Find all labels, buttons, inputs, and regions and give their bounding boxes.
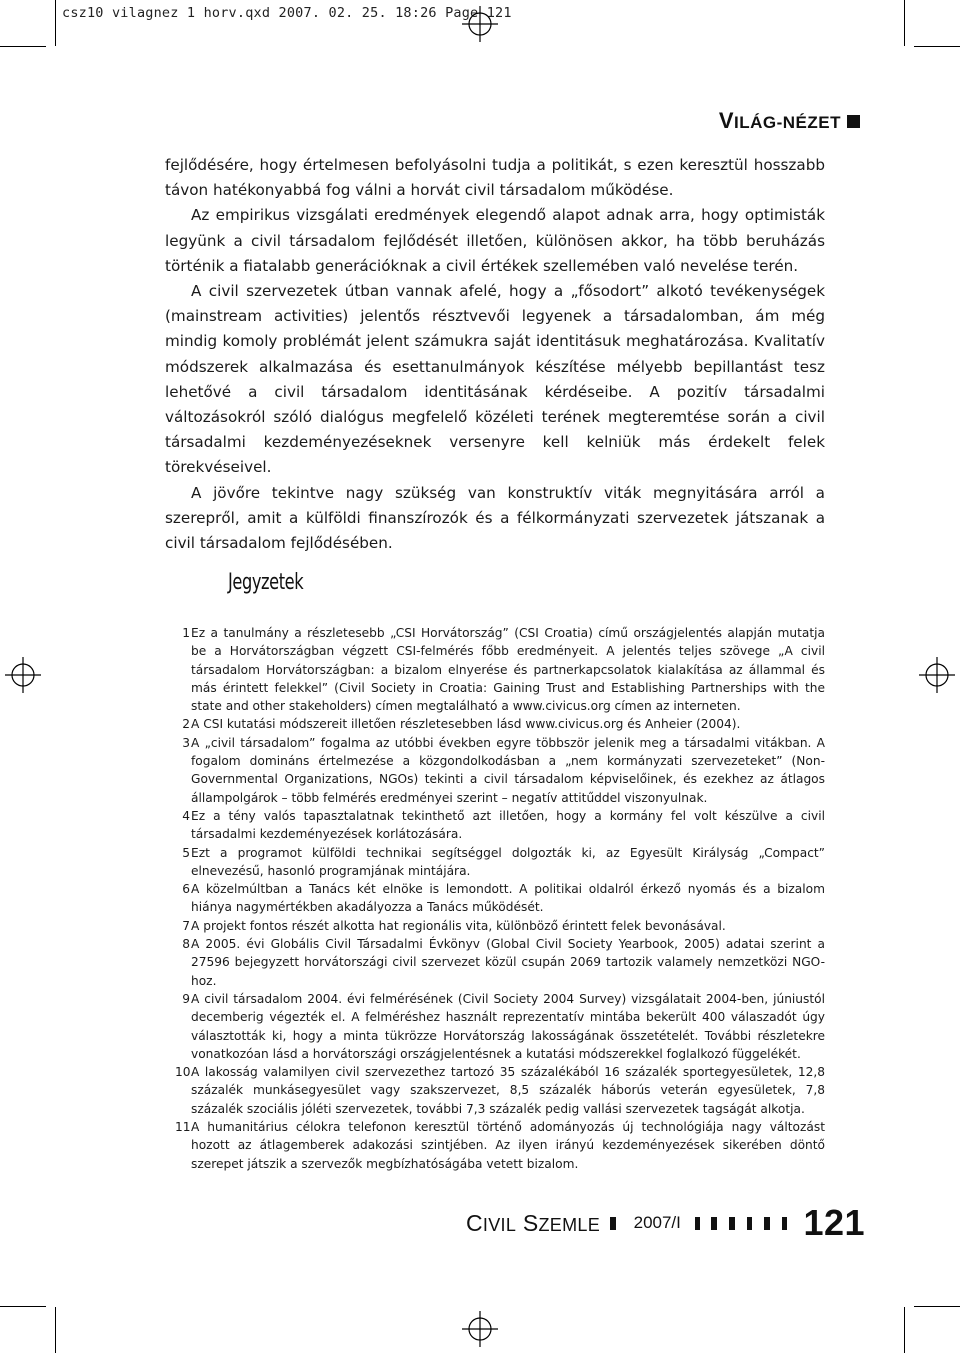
endnote-number: 6	[182, 882, 190, 897]
endnote-text: Ez a tény valós tapasztalatnak tekinthető azt illetően, hogy a kormány fel volt készülve a civil társadalmi kezdeményezések korlátozására.	[191, 808, 825, 842]
registration-mark-icon	[462, 1311, 498, 1347]
endnote-number: 1	[182, 626, 190, 640]
endnote	[165, 844, 825, 881]
endnote-number: 5	[182, 845, 190, 860]
print-slug: csz10 vilagnez 1 horv.qxd 2007. 02. 25. 18:26 Page 121	[62, 5, 512, 21]
square-bullet-icon	[695, 1217, 701, 1230]
endnote	[165, 880, 825, 917]
endnote-number: 11	[175, 1120, 191, 1135]
endnote	[165, 1118, 825, 1173]
square-bullet-icon	[782, 1217, 788, 1230]
crop-mark	[0, 46, 46, 47]
endnote-number: 2	[182, 717, 190, 732]
square-bullet-icon	[764, 1217, 770, 1230]
registration-mark-icon	[5, 657, 41, 693]
paragraph: A civil szervezetek útban vannak afelé, hogy a „fősodort” alkotó tevékenységek (mainstream activities) jelentős résztvevői legyenek a társadalomban, ám még mindig komoly problémát jelent számukra saját identitásuk meghatározása. Kvalitatív módszerek alkalmazása és esettanulmányok készítése mélyebb bepillantást tesz lehetővé a civil társadalom identitásának kérdéseibe. A pozitív társadalmi változásokról szóló dialógus megfelelő közéleti terének megteremtése során a civil társadalmi kezdeményezéseknek versenyre kell kelniük más érdekelt felek törekvéseivel.	[165, 282, 825, 477]
page-number: 121	[803, 1202, 866, 1243]
running-head-text: VILÁG-NÉZET	[718, 108, 841, 133]
crop-mark	[0, 1306, 46, 1307]
endnote	[165, 624, 825, 715]
endnote	[165, 990, 825, 1063]
endnote-number: 10	[175, 1065, 191, 1080]
endnote-number: 9	[182, 991, 190, 1006]
endnote-text: A lakosság valamilyen civil szervezethez tartozó 35 százalékából 16 százalék sportegyesületek, 12,8 százalék munkásegyesület vagy szakszervezet, 8,5 százalék háborús veterán egyesületek, 7,8 százalék szociális jóléti szervezetek, további 7,3 százalék pedig vallási szervezetek tagságát alkotja.	[191, 1065, 825, 1116]
endnote	[165, 935, 825, 990]
endnote-text: A CSI kutatási módszereit illetően részletesebben lásd www.civicus.org és Anheier (2004).	[191, 717, 741, 732]
journal-name: CIVIL SZEMLE	[466, 1209, 601, 1236]
crop-mark	[55, 1307, 56, 1353]
paragraph: Az empirikus vizsgálati eredmények elegendő alapot adnak arra, hogy optimisták legyünk a civil társadalom fejlődését illetően, különösen akkor, ha több beruházás történik a fiatalabb generációknak a civil értékek szellemében való nevelése terén.	[165, 206, 825, 275]
paragraph: A jövőre tekintve nagy szükség van konstruktív viták megnyitására arról a szerepről, amit a külföldi finanszírozók és a félkormányzati szervezetek játszanak a civil társadalom fejlődésében.	[165, 483, 825, 553]
endnote-number: 7	[182, 918, 190, 933]
issue-number: 2007/I	[633, 1213, 681, 1232]
square-bullet-icon	[847, 115, 860, 128]
endnote-text: A 2005. évi Globális Civil Társadalmi Évkönyv (Global Civil Society Yearbook, 2005) adatai szerint a 27596 bejegyzett horvátországi civil szervezet közül csupán 2069 tartozik valamely nemzetközi NGO-hoz.	[191, 937, 825, 988]
crop-mark	[55, 0, 56, 46]
paragraph: fejlődésére, hogy értelmesen befolyásolni tudja a politikát, s ezen keresztül hosszabb távon hatékonyabbá fog válni a horvát civil társadalom működése.	[165, 156, 825, 200]
endnote-text: Ezt a programot külföldi technikai segítséggel dolgozták ki, az Egyesült Királyság „Compact” elnevezésű, hasonló programjának mintájára.	[191, 845, 825, 878]
crop-mark	[904, 0, 905, 46]
endnote	[165, 715, 825, 733]
square-bullet-icon	[610, 1217, 616, 1230]
crop-mark	[904, 1307, 905, 1353]
square-bullet-icon	[747, 1217, 753, 1230]
crop-mark	[914, 46, 960, 47]
endnotes-list	[165, 624, 825, 1173]
endnote-text: Ez a tanulmány a részletesebb „CSI Horvátország” (CSI Croatia) című országjelentés alapján mutatja be a Horvátországban végzett CSI-felmérés főbb eredményeit. A jelentés teljes szövege „A civil társadalom Horvátországban: a bizalom elnyerése és partnerkapcsolatok kialakítása az állammal és más érintett felekkel” (Civil Society in Croatia: Gaining Trust and Establishing Partnerships with the state and other stakeholders) címen megtalálható a www.civicus.org címen az interneten.	[191, 626, 825, 714]
endnote-text: A civil társadalom 2004. évi felmérésének (Civil Society 2004 Survey) vizsgálatait 2004-ben, júniustól decemberig végezték el. A felméréshez használt reprezentatív mintába bekerült 400 válaszadót úgy választották ki, hogy a minta tükrözze Horvátország lakosságának összetételét. További részletekre vonatkozóan lásd a horvátországi országjelentésnek a kutatási módszerekkel foglalkozó függelékét.	[191, 991, 825, 1061]
endnote	[165, 734, 825, 807]
endnote-text: A humanitárius célokra telefonon keresztül történő adományozás új technológiája nagy változást hozott az átlagemberek adakozási szintjében. Az ilyen irányú kezdeményezések sikerében döntő szerepet játszik a szervezők megbízhatóságába vetett bizalom.	[191, 1120, 825, 1171]
endnote	[165, 1063, 825, 1118]
registration-mark-icon	[919, 657, 955, 693]
endnote-text: A projekt fontos részét alkotta hat regionális vita, különböző érintett felek bevonásával.	[191, 918, 726, 933]
square-bullet-icon	[729, 1217, 735, 1230]
endnote-number: 8	[182, 937, 190, 952]
running-head	[719, 108, 860, 134]
square-bullet-icon	[711, 1217, 717, 1230]
notes-heading: Jegyzetek	[228, 570, 304, 595]
endnote-number: 3	[182, 735, 190, 750]
endnote-text: A „civil társadalom” fogalma az utóbbi években egyre többször jelenik meg a társadalmi vitákban. A fogalom domináns értelmezése a közgondolkodásban a „nem kormányzati szervezeteket” (Non-Governmental Organizations, NGOs) tekinti a civil társadalom képviselőinek, és ezekhez az átlagos állampolgárok – több felmérés eredményei szerint – negatív attitűddel viszonyulnak.	[191, 735, 825, 805]
endnote-number: 4	[182, 808, 190, 823]
endnote-text: A közelmúltban a Tanács két elnöke is lemondott. A politikai oldalról érkező nyomás és a bizalom hiánya nagymértékben akadályozza a Tanács működését.	[191, 882, 825, 915]
body-text	[165, 153, 825, 556]
endnote	[165, 917, 825, 935]
crop-mark	[914, 1306, 960, 1307]
registration-mark-icon	[462, 6, 498, 42]
endnote	[165, 807, 825, 844]
page-footer	[466, 1202, 865, 1244]
